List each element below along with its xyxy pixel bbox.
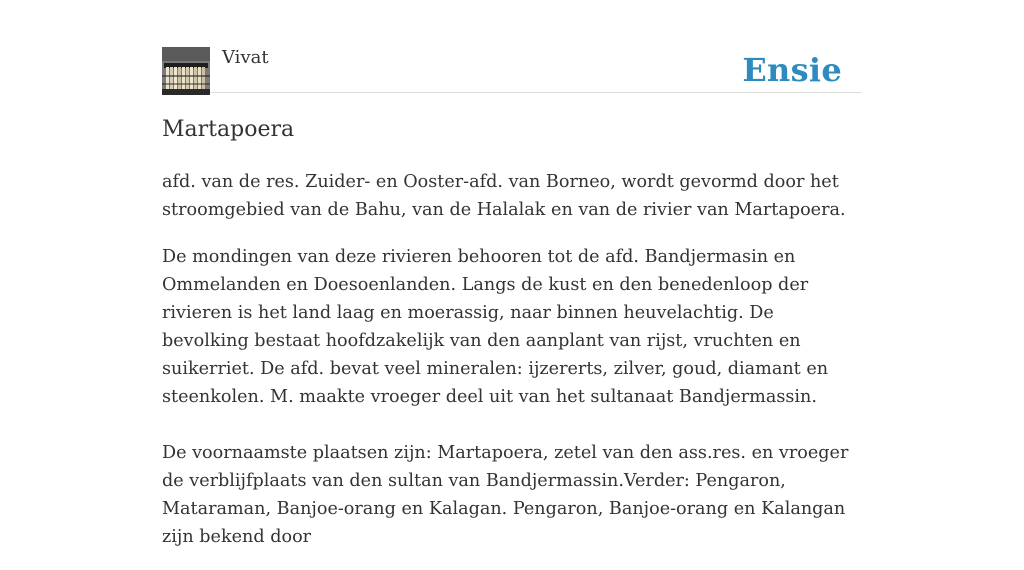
author-name[interactable]: Vivat xyxy=(222,47,269,68)
article-paragraph: afd. van de res. Zuider- en Ooster-afd. van Borneo, wordt gevormd door het stroomgebied van de Bahu, van de Halalak en van de rivier van Martapoera. xyxy=(162,172,846,220)
article-paragraph: De mondingen van deze rivieren behooren tot de afd. Bandjermasin en Ommelanden en Doesoenlanden. Langs de kust en den benedenloop der rivieren is het land laag en moerassig, naar binnen heuvelachtig. De bevolking bestaat hoofdzakelijk van den aanplant van rijst, vruchten en suikerriet. De afd. bevat veel mineralen: ijzererts, zilver, goud, diamant en steenkolen. M. maakte vroeger deel uit van het sultanaat Bandjermassin. xyxy=(162,247,829,407)
article-body xyxy=(162,168,862,570)
site-header xyxy=(162,46,862,93)
ensie-logo[interactable]: Ensie xyxy=(742,51,842,89)
article-title: Martapoera xyxy=(162,117,295,142)
book-spines-avatar-icon xyxy=(162,47,210,95)
article-paragraph: De voornaamste plaatsen zijn: Martapoera, zetel van den ass.res. en vroeger de verblijfplaats van den sultan van Bandjermassin.Verder: Pengaron, Mataraman, Banjoe-orang en Kalagan. Pengaron, Banjoe-orang en Kalangan zijn bekend door xyxy=(162,443,849,547)
author-avatar[interactable] xyxy=(162,47,210,95)
